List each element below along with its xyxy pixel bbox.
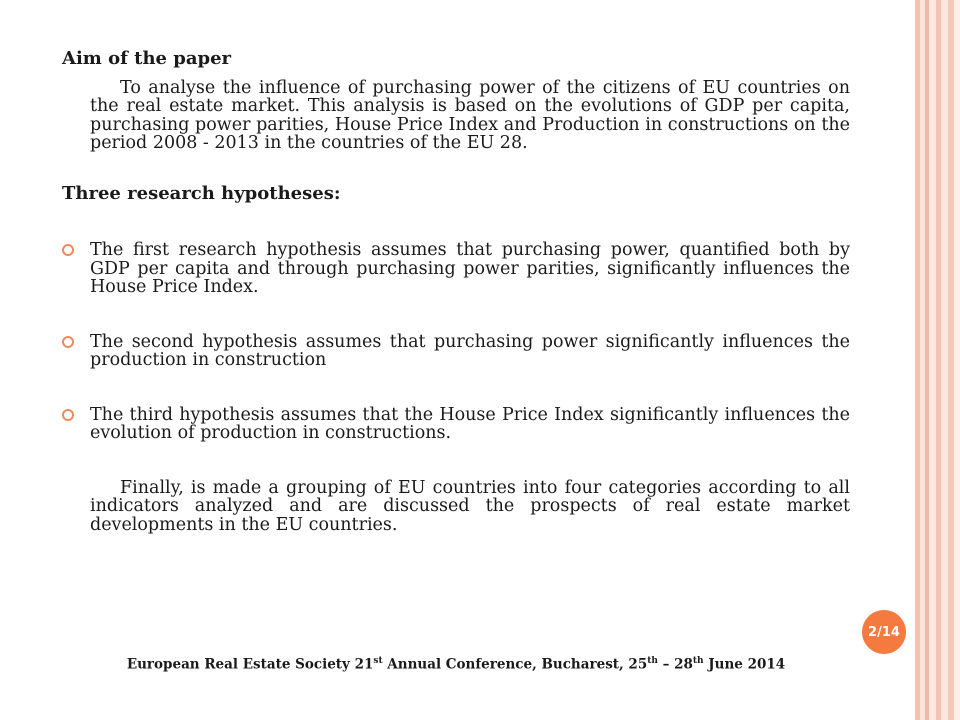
hypotheses-heading: Three research hypotheses: <box>62 182 341 204</box>
hypothesis-item <box>62 241 850 297</box>
page-number-badge: 2/14 <box>862 610 906 654</box>
footer-sup: th <box>647 656 658 666</box>
footer-part: – 28 <box>657 656 693 673</box>
footer-sup: st <box>373 656 383 666</box>
hypothesis-text: The first research hypothesis assumes that purchasing power, quantified both by GDP per capita and through purchasing power parities, significantly influences the House Price Index. <box>90 240 850 297</box>
hypothesis-text: The third hypothesis assumes that the House Price Index significantly influences the evolution of production in constructions. <box>90 404 850 443</box>
footer-part: June 2014 <box>703 656 786 673</box>
aim-heading: Aim of the paper <box>62 48 232 69</box>
decorative-stripes <box>912 0 960 720</box>
hypothesis-text: The second hypothesis assumes that purchasing power significantly influences the production in construction <box>90 331 850 370</box>
aim-text: To analyse the influence of purchasing power of the citizens of EU countries on the real estate market. This analysis is based on the evolutions of GDP per capita, purchasing power parities, House Price Index and Production in constructions on the period 2008 - 2013 in the countries of the EU 28. <box>90 77 850 153</box>
circle-bullet-icon <box>62 336 74 348</box>
footer-sup: th <box>692 656 704 666</box>
footer-part: Annual Conference, Bucharest, 25 <box>382 656 648 673</box>
conclusion-text: Finally, is made a grouping of EU countries into four categories according to all indicators analyzed and are discussed the prospects of real estate market developments in the EU countries. <box>90 477 850 535</box>
slide-content <box>62 50 850 534</box>
footer <box>0 656 912 673</box>
footer-part: European Real Estate Society 21 <box>126 656 374 673</box>
circle-bullet-icon <box>62 244 74 256</box>
hypothesis-item <box>62 333 850 370</box>
hypothesis-item <box>62 406 850 443</box>
hypotheses-list <box>62 241 850 443</box>
circle-bullet-icon <box>62 409 74 421</box>
